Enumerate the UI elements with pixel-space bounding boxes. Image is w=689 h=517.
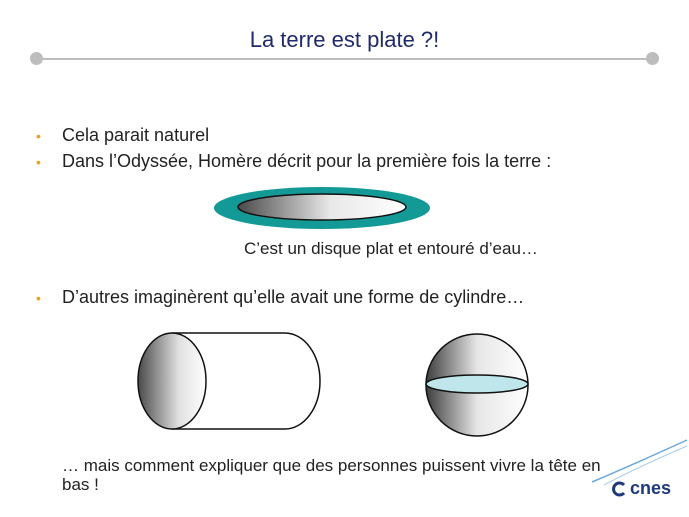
bullet-text: Dans l’Odyssée, Homère décrit pour la première fois la terre : xyxy=(62,151,552,171)
equator-plane-shape xyxy=(426,375,528,393)
cnes-logo-icon xyxy=(612,481,628,497)
bullet-text: Cela parait naturel xyxy=(62,125,210,145)
flat-earth-disc-illustration xyxy=(213,185,431,231)
flat-disc-shape xyxy=(238,194,406,220)
disc-caption: C’est un disque plat et entouré d’eau… xyxy=(244,239,538,258)
sphere-illustration xyxy=(422,330,534,442)
bullet-dot-icon: • xyxy=(36,128,41,144)
closing-text: … mais comment expliquer que des personnes puissent vivre la tête en bas ! xyxy=(62,456,601,494)
rule-right-dot xyxy=(646,52,659,65)
bullet-text: D’autres imaginèrent qu’elle avait une forme de cylindre… xyxy=(62,287,525,307)
bullet-dot-icon: • xyxy=(36,154,41,170)
cnes-logo xyxy=(612,478,671,499)
bullet-item xyxy=(36,287,524,308)
bullet-dot-icon: • xyxy=(36,290,41,306)
bullet-item xyxy=(36,151,551,172)
title-rule xyxy=(36,58,652,60)
cylinder-face-shape xyxy=(138,333,206,429)
slide-title: La terre est plate ?! xyxy=(249,27,440,52)
cylinder-illustration xyxy=(135,330,325,432)
bullet-item xyxy=(36,125,209,146)
logo-text: cnes xyxy=(630,478,672,498)
